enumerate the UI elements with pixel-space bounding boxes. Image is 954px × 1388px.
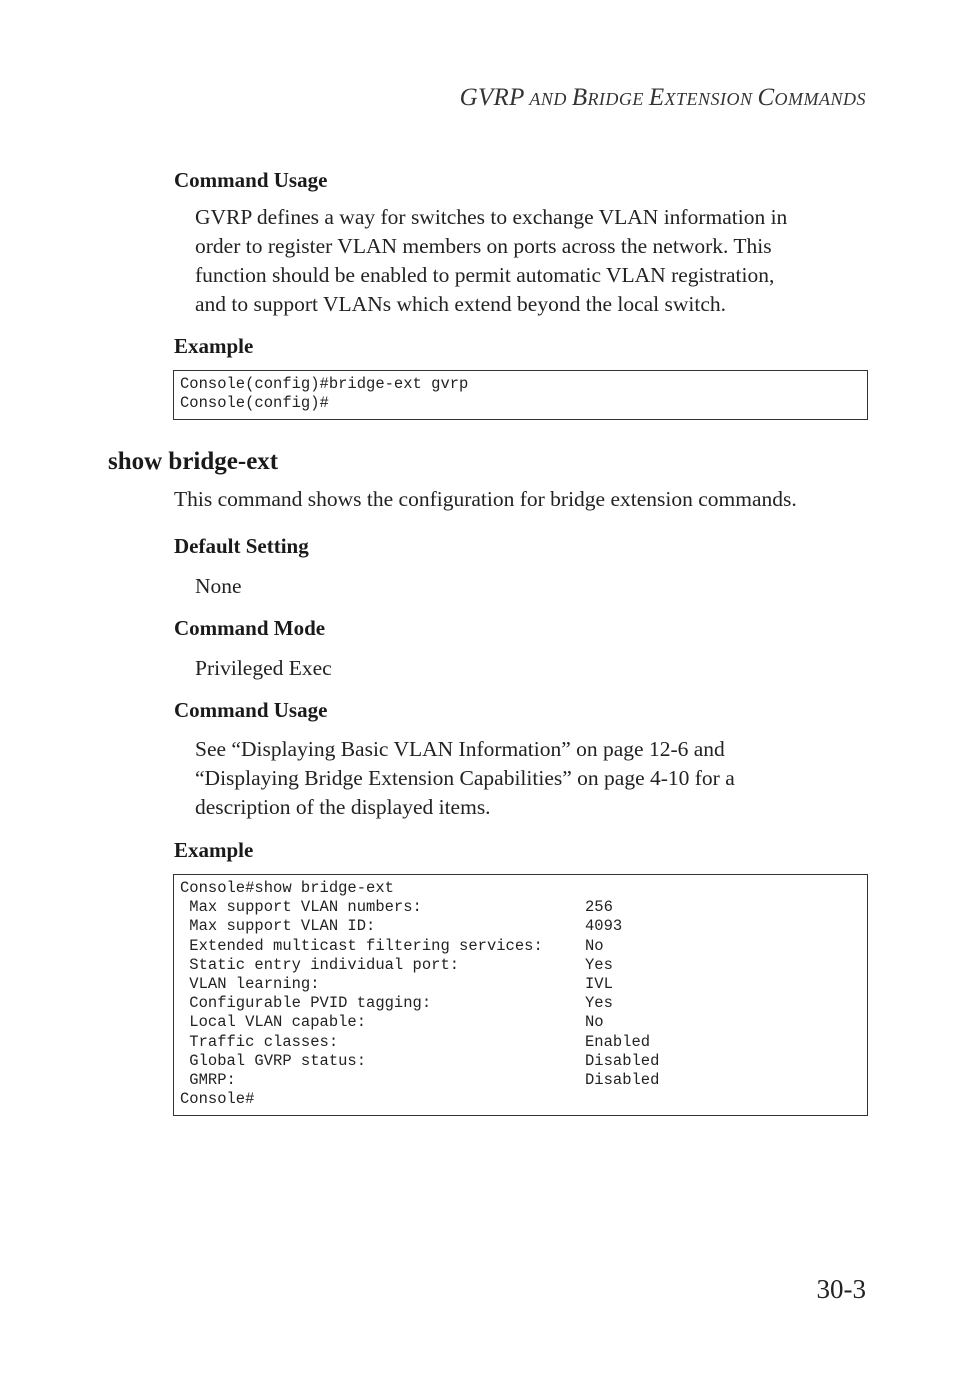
code-value: 4093: [585, 917, 623, 936]
show-example-label: Example: [174, 838, 254, 862]
code-value: Yes: [585, 994, 613, 1013]
code-value: No: [585, 1013, 604, 1032]
header-segment: GVRP: [459, 84, 525, 111]
text-line: None: [195, 574, 242, 598]
running-header: [460, 84, 866, 112]
code-key: Extended multicast filtering services:: [180, 936, 543, 955]
code-key: Max support VLAN ID:: [180, 917, 376, 936]
code-key: Static entry individual port:: [180, 955, 460, 974]
command-mode-value: [195, 654, 332, 683]
code-row: [180, 1052, 861, 1071]
default-setting-label: Default Setting: [174, 534, 309, 558]
code-key: VLAN learning:: [180, 974, 320, 993]
show-usage-label: Command Usage: [174, 698, 328, 722]
gvrp-example-code-box: [173, 370, 868, 420]
header-segment: AND: [524, 89, 572, 109]
code-row: [180, 1013, 861, 1032]
code-value: Disabled: [585, 1051, 660, 1070]
header-segment: C: [757, 84, 775, 111]
code-value: IVL: [585, 974, 613, 993]
code-value: Disabled: [585, 1070, 660, 1089]
command-mode-label: Command Mode: [174, 616, 326, 640]
section-title: show bridge-ext: [108, 448, 279, 475]
code-row: [180, 1033, 861, 1052]
text-line: description of the displayed items.: [195, 795, 491, 819]
code-value: Yes: [585, 955, 613, 974]
gvrp-usage-label: Command Usage: [174, 168, 328, 192]
text-line: See “Displaying Basic VLAN Information” on page 12-6 and: [195, 737, 725, 761]
code-row: [180, 937, 861, 956]
header-segment: B: [571, 84, 588, 111]
default-setting-value: [195, 572, 242, 601]
text-line: GVRP defines a way for switches to exchange VLAN information in: [195, 205, 788, 229]
code-key: Global GVRP status:: [180, 1051, 367, 1070]
show-example-code-box: [173, 874, 868, 1116]
text-line: function should be enabled to permit automatic VLAN registration,: [195, 263, 775, 287]
code-line: Console(config)#: [180, 394, 329, 413]
header-segment: XTENSION: [664, 89, 758, 109]
code-row: [180, 994, 861, 1013]
code-value: 256: [585, 898, 613, 917]
section-intro: This command shows the configuration for bridge extension commands.: [174, 487, 797, 511]
code-row: [180, 975, 861, 994]
code-value: Enabled: [585, 1032, 651, 1051]
header-segment: E: [648, 84, 665, 111]
code-key: Max support VLAN numbers:: [180, 898, 422, 917]
code-row: [180, 956, 861, 975]
code-line: Console#show bridge-ext: [180, 879, 394, 897]
page-number: 30-3: [816, 1274, 866, 1304]
gvrp-example-label: Example: [174, 334, 254, 358]
text-line: order to register VLAN members on ports across the network. This: [195, 234, 772, 258]
text-line: Privileged Exec: [195, 656, 332, 680]
code-key: Configurable PVID tagging:: [180, 994, 432, 1013]
show-usage-text: [195, 735, 735, 822]
code-key: GMRP:: [180, 1070, 236, 1089]
code-line: Console(config)#bridge-ext gvrp: [180, 375, 469, 393]
code-value: No: [585, 936, 604, 955]
code-line: Console#: [180, 1090, 255, 1109]
gvrp-usage-text: [195, 203, 787, 319]
text-line: and to support VLANs which extend beyond the local switch.: [195, 292, 727, 316]
header-segment: RIDGE: [587, 89, 649, 109]
code-row: [180, 898, 861, 917]
code-key: Local VLAN capable:: [180, 1013, 367, 1032]
text-line: “Displaying Bridge Extension Capabilities” on page 4-10 for a: [195, 766, 735, 790]
code-row: [180, 1071, 861, 1090]
code-row: [180, 917, 861, 936]
code-key: Traffic classes:: [180, 1032, 339, 1051]
header-segment: OMMANDS: [774, 89, 866, 109]
